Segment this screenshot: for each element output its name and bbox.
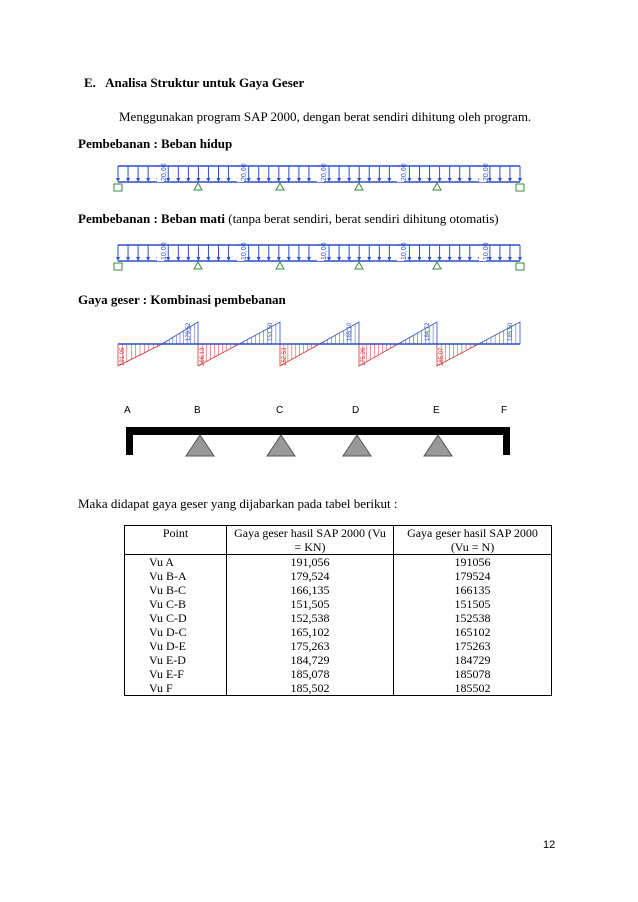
cell-point: Vu B-C [125, 583, 227, 597]
cell-point: Vu C-D [125, 611, 227, 625]
load-value-label: 20,00 [401, 163, 408, 181]
cell-n: 191056 [394, 555, 552, 570]
pin-support-icon [355, 262, 363, 269]
shear-top-label: 165,10 [347, 322, 353, 341]
table-row [125, 625, 552, 639]
cell-kn: 185,502 [227, 681, 394, 696]
beam-body [126, 427, 510, 435]
load-value-label: 10,00 [483, 242, 490, 260]
load-value-label: 20,00 [241, 163, 248, 181]
shear-top-label: 151,50 [268, 322, 274, 341]
cell-kn: 165,102 [227, 625, 394, 639]
load-value-label: 20,00 [483, 163, 490, 181]
cell-point: Vu F [125, 681, 227, 696]
shear-diagram [104, 313, 534, 375]
table-row [125, 667, 552, 681]
cell-point: Vu B-A [125, 569, 227, 583]
pin-support-icon [194, 183, 202, 190]
load-value-label: 10,00 [401, 242, 408, 260]
col-header-point: Point [125, 526, 227, 555]
table-body [125, 555, 552, 696]
shear-top-label: 179,52 [186, 322, 192, 341]
dead-load-heading: Pembebanan : Beban mati [78, 211, 225, 226]
end-post-left [126, 427, 133, 455]
beam-label-d: D [352, 405, 360, 416]
beam-diagram [112, 398, 524, 462]
cell-n: 151505 [394, 597, 552, 611]
cell-kn: 152,538 [227, 611, 394, 625]
cell-n: 184729 [394, 653, 552, 667]
dead-load-diagram-wrap [104, 237, 534, 278]
table-intro: Maka didapat gaya geser yang dijabarkan pada tabel berikut : [78, 496, 398, 511]
cell-n: 166135 [394, 583, 552, 597]
cell-kn: 175,263 [227, 639, 394, 653]
dead-load-diagram [104, 237, 534, 273]
cell-kn: 191,056 [227, 555, 394, 570]
support-triangle-b [186, 435, 214, 456]
table-row [125, 597, 552, 611]
section-heading [84, 75, 304, 91]
col-header-n: Gaya geser hasil SAP 2000 (Vu = N) [394, 526, 552, 555]
cell-n: 185502 [394, 681, 552, 696]
page-number: 12 [543, 839, 556, 851]
cell-kn: 166,135 [227, 583, 394, 597]
support-triangle-c [267, 435, 295, 456]
section-title: Analisa Struktur untuk Gaya Geser [105, 75, 305, 90]
shear-top-label: 185,50 [508, 322, 514, 341]
load-value-label: 10,00 [241, 242, 248, 260]
pin-support-icon [276, 262, 284, 269]
cell-kn: 185,078 [227, 667, 394, 681]
beam-label-e: E [433, 405, 440, 416]
cell-point: Vu C-B [125, 597, 227, 611]
table-row [125, 611, 552, 625]
beam-label-c: C [276, 405, 284, 416]
table-row [125, 639, 552, 653]
cell-n: 179524 [394, 569, 552, 583]
beam-label-b: B [194, 405, 201, 416]
shear-bottom-label: 152,53 [282, 347, 288, 366]
shear-bottom-label: 191,05 [120, 347, 126, 366]
cell-n: 165102 [394, 625, 552, 639]
table-row [125, 653, 552, 667]
support-triangle-d [343, 435, 371, 456]
dead-load-heading-line [78, 211, 499, 227]
dead-load-note: (tanpa berat sendiri, berat sendiri dihitung otomatis) [228, 211, 499, 226]
cell-n: 175263 [394, 639, 552, 653]
shear-bottom-label: 175,26 [361, 347, 367, 366]
end-support-icon [114, 263, 122, 270]
beam-label-a: A [124, 405, 131, 416]
shear-table [124, 525, 552, 696]
cell-point: Vu D-E [125, 639, 227, 653]
cell-n: 185078 [394, 667, 552, 681]
pin-support-icon [433, 183, 441, 190]
table-header-row [125, 526, 552, 555]
pin-support-icon [276, 183, 284, 190]
live-load-diagram [104, 158, 534, 194]
shear-bottom-label: 185,07 [439, 347, 445, 366]
cell-point: Vu E-F [125, 667, 227, 681]
cell-n: 152538 [394, 611, 552, 625]
cell-kn: 179,524 [227, 569, 394, 583]
section-marker: E. [84, 75, 96, 90]
shear-bottom-label: 166,13 [200, 347, 206, 366]
load-value-label: 10,00 [161, 242, 168, 260]
load-value-label: 10,00 [321, 242, 328, 260]
shear-top-label: 184,72 [425, 322, 431, 341]
end-support-icon [516, 263, 524, 270]
table-row [125, 569, 552, 583]
end-support-icon [516, 184, 524, 191]
load-value-label: 20,00 [321, 163, 328, 181]
end-support-icon [114, 184, 122, 191]
live-load-heading: Pembebanan : Beban hidup [78, 136, 233, 151]
col-header-kn: Gaya geser hasil SAP 2000 (Vu = KN) [227, 526, 394, 555]
cell-point: Vu D-C [125, 625, 227, 639]
pin-support-icon [355, 183, 363, 190]
cell-point: Vu A [125, 555, 227, 570]
load-value-label: 20,00 [161, 163, 168, 181]
cell-kn: 151,505 [227, 597, 394, 611]
intro-paragraph: Menggunakan program SAP 2000, dengan berat sendiri dihitung oleh program. [119, 109, 532, 124]
support-triangle-e [424, 435, 452, 456]
end-post-right [503, 427, 510, 455]
shear-heading: Gaya geser : Kombinasi pembebanan [78, 292, 286, 307]
beam-label-f: F [501, 405, 508, 416]
pin-support-icon [194, 262, 202, 269]
table-row [125, 555, 552, 570]
cell-kn: 184,729 [227, 653, 394, 667]
table-row [125, 583, 552, 597]
cell-point: Vu E-D [125, 653, 227, 667]
pin-support-icon [433, 262, 441, 269]
table-row [125, 681, 552, 696]
